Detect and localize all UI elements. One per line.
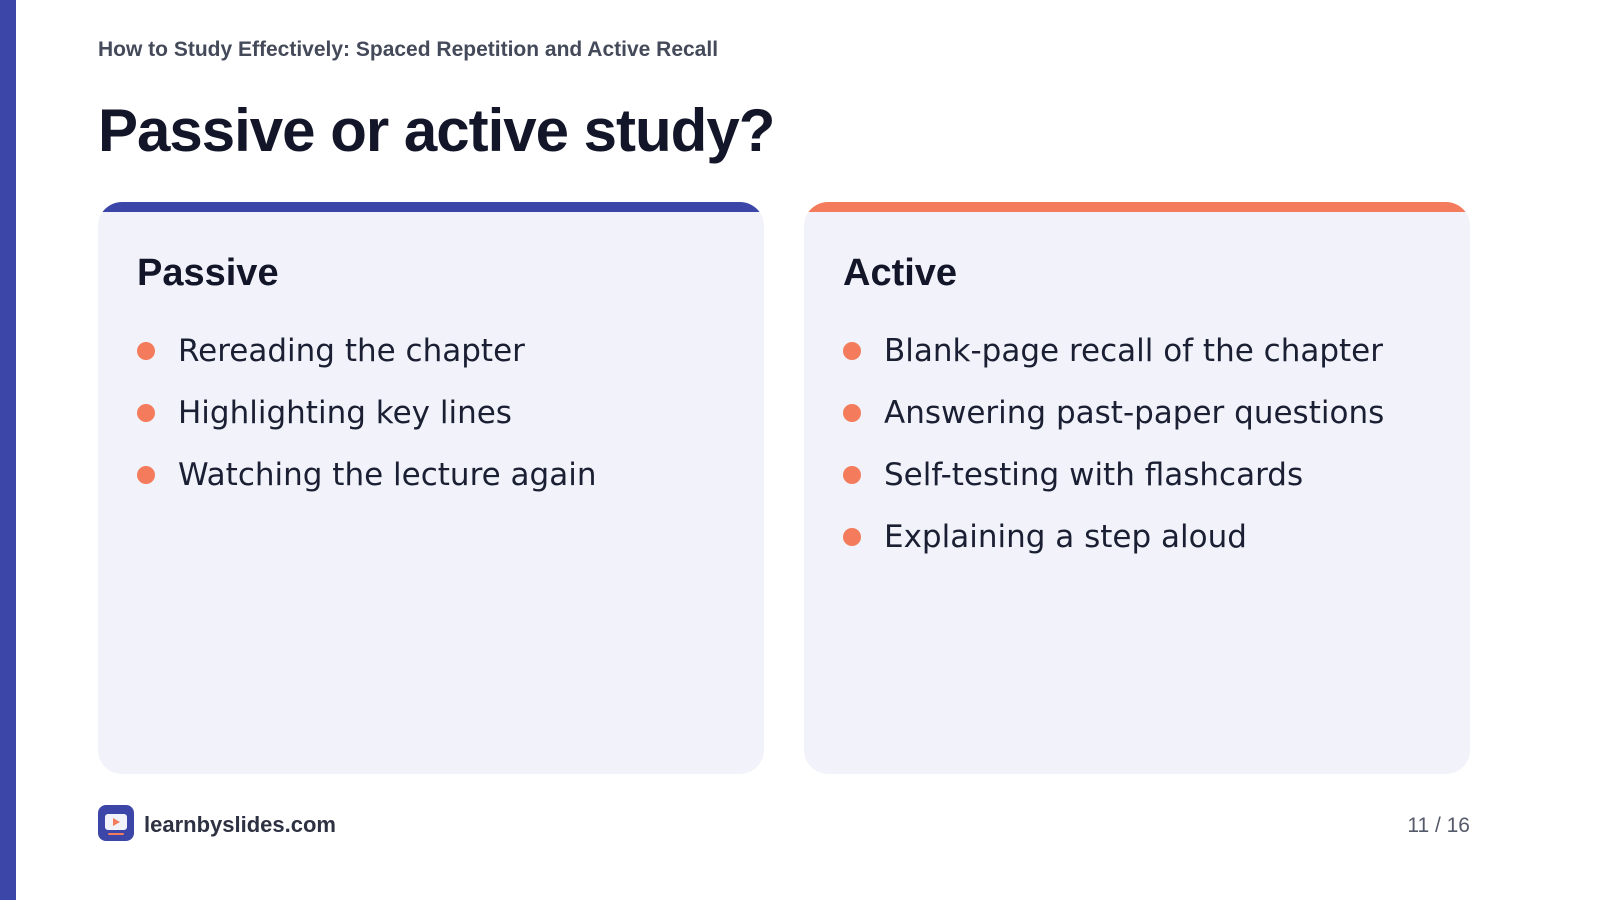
list-item-text: Self-testing with flashcards [884, 457, 1304, 493]
list-item-text: Answering past-paper questions [884, 395, 1385, 431]
bullet-dot-icon [137, 466, 155, 484]
passive-card-accent-line [98, 202, 764, 212]
active-card-heading: Active [843, 252, 958, 294]
bullet-dot-icon [843, 342, 861, 360]
play-icon [113, 818, 120, 826]
active-card [804, 202, 1470, 774]
bullet-dot-icon [843, 404, 861, 422]
list-item [137, 382, 597, 444]
list-item-text: Watching the lecture again [178, 457, 597, 493]
active-card-accent-line [804, 202, 1470, 212]
logo-base [108, 833, 124, 835]
footer-site-link[interactable]: learnbyslides.com [144, 812, 336, 837]
active-list [843, 320, 1384, 568]
list-item-text: Explaining a step aloud [884, 519, 1247, 555]
list-item-text: Highlighting key lines [178, 395, 512, 431]
video-slide-icon[interactable] [98, 805, 134, 841]
list-item [843, 444, 1384, 506]
slide-title: Passive or active study? [98, 97, 775, 164]
list-item [137, 444, 597, 506]
bullet-dot-icon [137, 404, 155, 422]
list-item [843, 382, 1384, 444]
page-number: 11 / 16 [1407, 814, 1470, 837]
deck-title: How to Study Effectively: Spaced Repetition and Active Recall [98, 38, 719, 61]
bullet-dot-icon [843, 466, 861, 484]
list-item [843, 320, 1384, 382]
list-item [137, 320, 597, 382]
passive-card-heading: Passive [137, 252, 279, 294]
bullet-dot-icon [843, 528, 861, 546]
left-accent-bar [0, 0, 16, 900]
list-item [843, 506, 1384, 568]
bullet-dot-icon [137, 342, 155, 360]
passive-list [137, 320, 597, 506]
passive-card [98, 202, 764, 774]
list-item-text: Blank-page recall of the chapter [884, 333, 1383, 369]
list-item-text: Rereading the chapter [178, 333, 525, 369]
